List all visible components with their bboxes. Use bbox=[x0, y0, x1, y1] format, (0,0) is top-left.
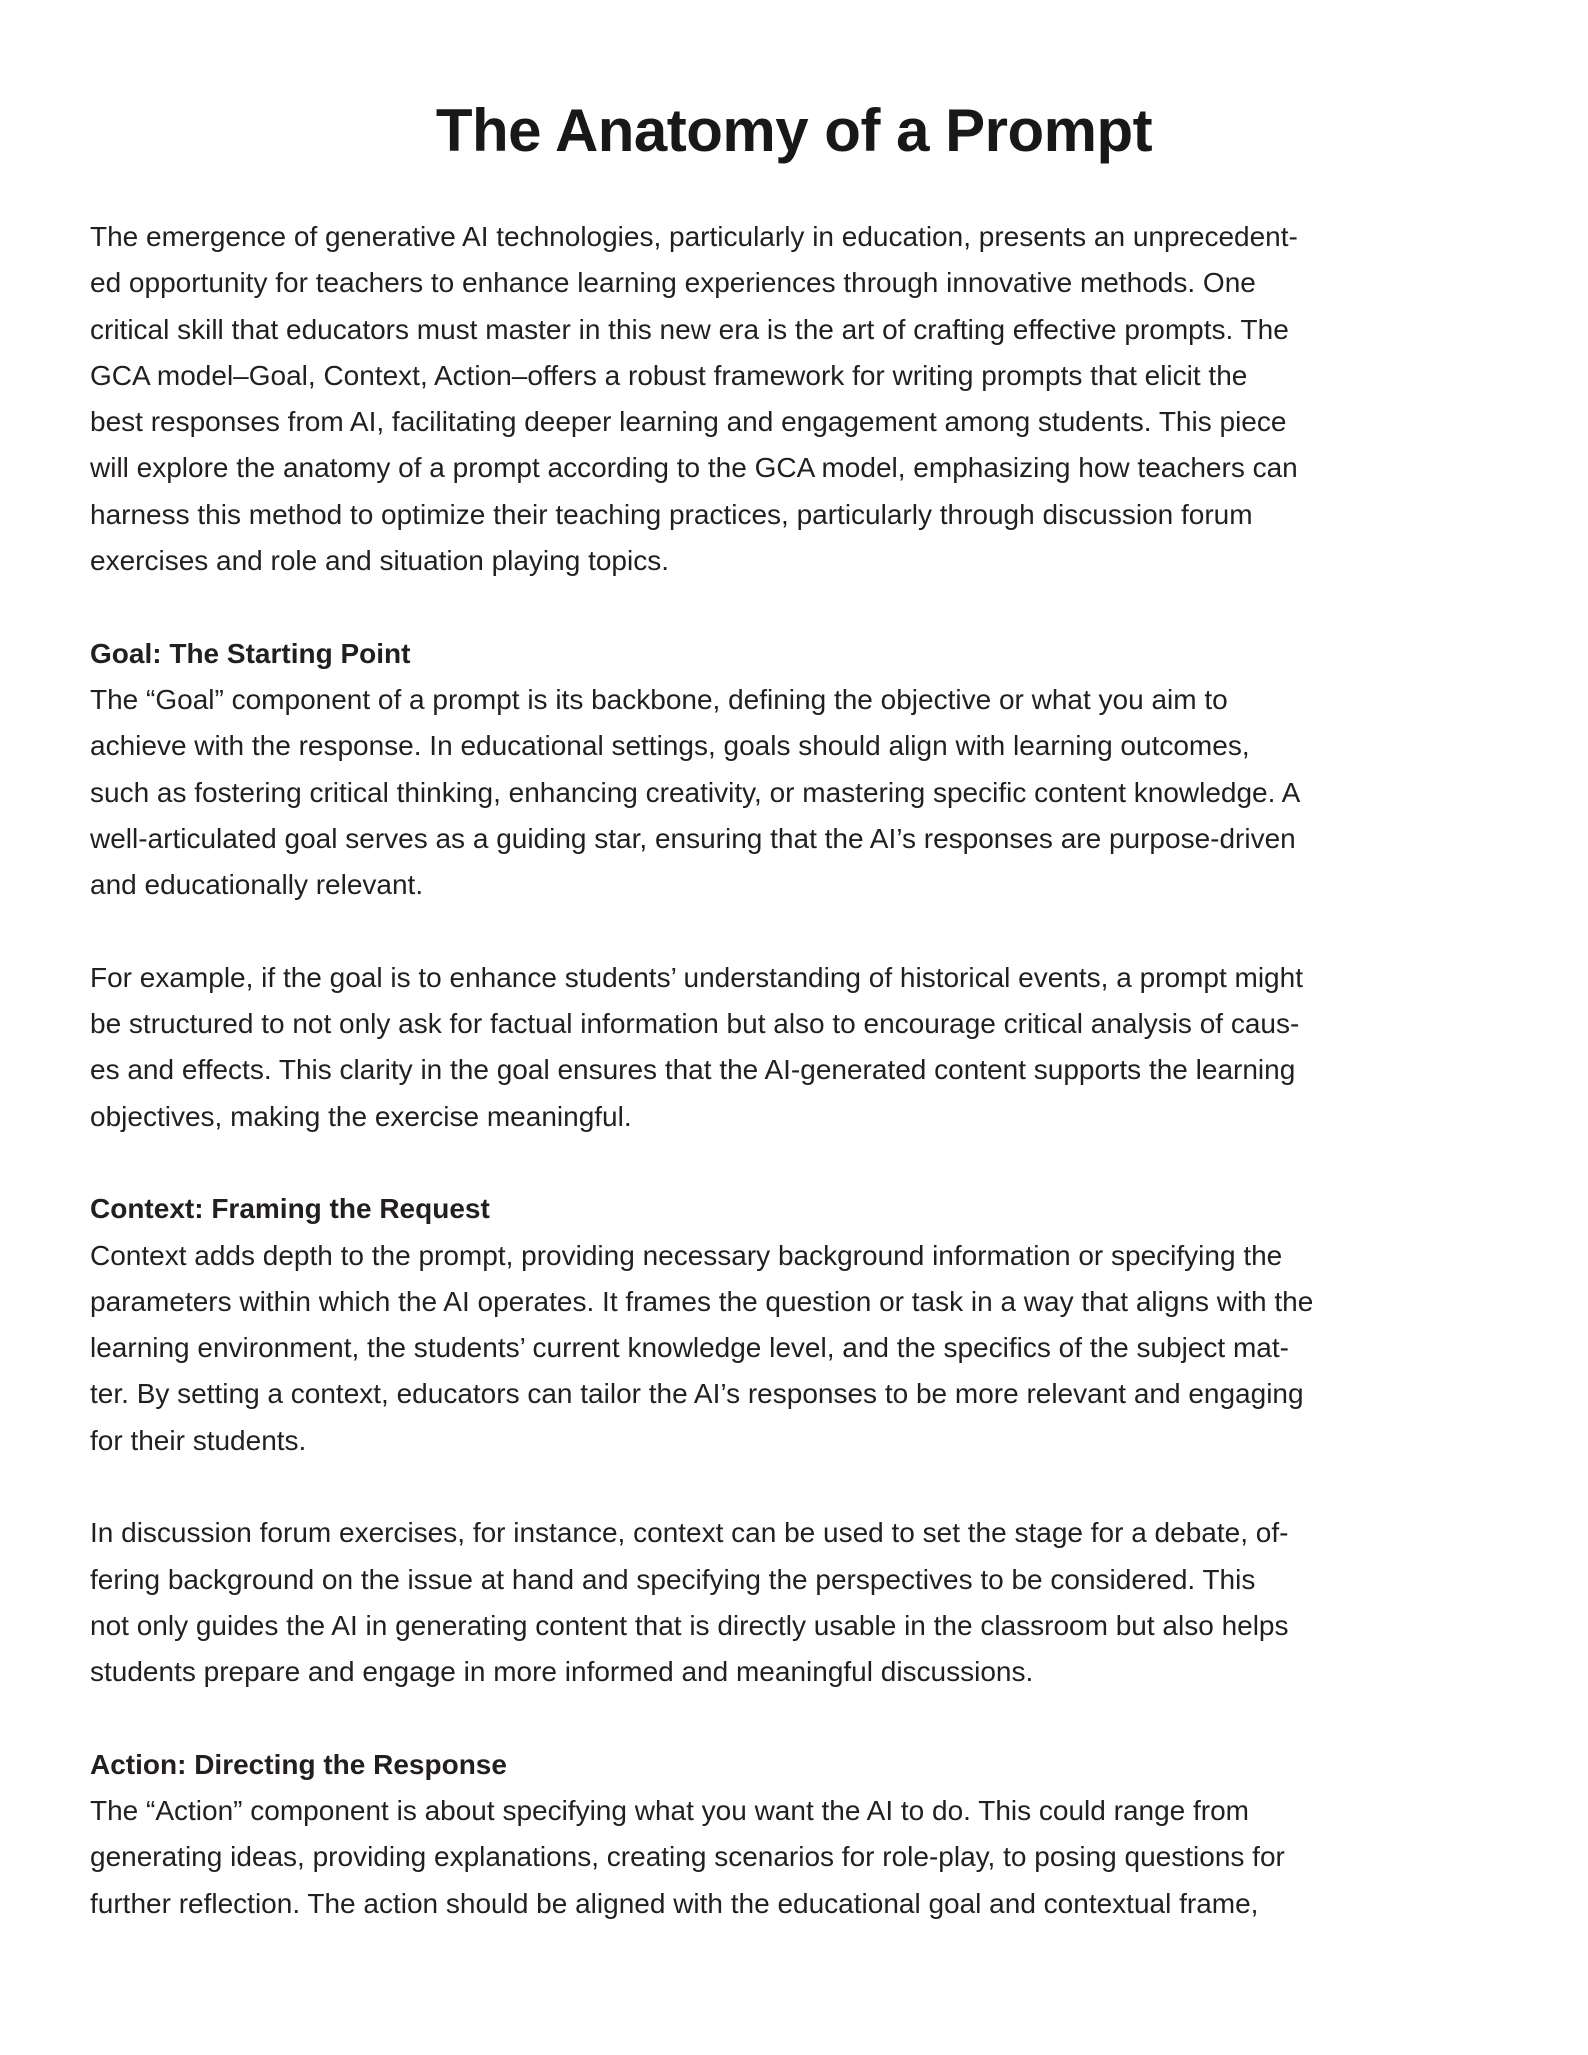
paragraph-line: The “Action” component is about specifying what you want the AI to do. This could range from bbox=[90, 1795, 1250, 1827]
paragraph-spacer bbox=[90, 1140, 1510, 1186]
paragraph-line: achieve with the response. In educational settings, goals should align with learning outcomes, bbox=[90, 730, 1250, 762]
section-heading bbox=[90, 1186, 1510, 1232]
paragraph-line: critical skill that educators must master in this new era is the art of crafting effective prompts. The bbox=[90, 313, 1289, 345]
paragraph-spacer bbox=[90, 908, 1510, 954]
paragraph-line: parameters within which the AI operates. It frames the question or task in a way that aligns with the bbox=[90, 1285, 1314, 1317]
paragraph-line: fering background on the issue at hand and specifying the perspectives to be considered. This bbox=[90, 1563, 1256, 1595]
paragraph-line: harness this method to optimize their teaching practices, particularly through discussion forum bbox=[90, 498, 1253, 530]
paragraph bbox=[90, 1233, 1510, 1464]
paragraph-line: es and effects. This clarity in the goal ensures that the AI-generated content supports the learning bbox=[90, 1054, 1296, 1086]
paragraph-line: For example, if the goal is to enhance students’ understanding of historical events, a prompt might bbox=[90, 961, 1303, 993]
paragraph-line: such as fostering critical thinking, enhancing creativity, or mastering specific content knowledge. A bbox=[90, 776, 1301, 808]
paragraph-spacer bbox=[90, 584, 1510, 630]
paragraph bbox=[90, 677, 1510, 908]
paragraph-line: students prepare and engage in more informed and meaningful discussions. bbox=[90, 1656, 1034, 1688]
section-heading bbox=[90, 631, 1510, 677]
paragraph-line: In discussion forum exercises, for instance, context can be used to set the stage for a debate, of- bbox=[90, 1517, 1289, 1549]
paragraph-spacer bbox=[90, 1696, 1510, 1742]
paragraph-line: further reflection. The action should be aligned with the educational goal and contextual frame, bbox=[90, 1887, 1259, 1919]
paragraph-line: will explore the anatomy of a prompt according to the GCA model, emphasizing how teachers can bbox=[90, 452, 1298, 484]
paragraph-line: generating ideas, providing explanations, creating scenarios for role-play, to posing questions for bbox=[90, 1841, 1285, 1873]
paragraph-line: be structured to not only ask for factual information but also to encourage critical analysis of caus- bbox=[90, 1008, 1300, 1040]
paragraph bbox=[90, 1510, 1510, 1695]
paragraph-line: well-articulated goal serves as a guiding star, ensuring that the AI’s responses are purpose-driven bbox=[90, 822, 1296, 854]
section-heading bbox=[90, 1742, 1510, 1788]
paragraph-line: learning environment, the students’ current knowledge level, and the specifics of the subject mat- bbox=[90, 1332, 1289, 1364]
paragraph-line: objectives, making the exercise meaningful. bbox=[90, 1100, 632, 1132]
paragraph-line: not only guides the AI in generating content that is directly usable in the classroom but also helps bbox=[90, 1609, 1289, 1641]
paragraph-line: ter. By setting a context, educators can tailor the AI’s responses to be more relevant and engaging bbox=[90, 1378, 1304, 1410]
heading-text: Action: Directing the Response bbox=[90, 1748, 507, 1780]
paragraph-line: and educationally relevant. bbox=[90, 869, 424, 901]
paragraph bbox=[90, 955, 1510, 1140]
paragraph-line: Context adds depth to the prompt, providing necessary background information or specifying the bbox=[90, 1239, 1283, 1271]
heading-text: Goal: The Starting Point bbox=[90, 637, 411, 669]
paragraph bbox=[90, 214, 1510, 584]
paragraph bbox=[90, 1788, 1510, 1927]
paragraph-line: ed opportunity for teachers to enhance learning experiences through innovative methods. One bbox=[90, 267, 1256, 299]
paragraph-line: exercises and role and situation playing topics. bbox=[90, 545, 670, 577]
document-body bbox=[90, 214, 1510, 1927]
paragraph-line: The “Goal” component of a prompt is its backbone, defining the objective or what you aim to bbox=[90, 683, 1228, 715]
paragraph-spacer bbox=[90, 1464, 1510, 1510]
paragraph-line: GCA model–Goal, Context, Action–offers a robust framework for writing prompts that elicit the bbox=[90, 359, 1248, 391]
heading-text: Context: Framing the Request bbox=[90, 1193, 490, 1225]
page-title: The Anatomy of a Prompt bbox=[435, 97, 1153, 164]
paragraph-line: for their students. bbox=[90, 1424, 307, 1456]
paragraph-line: The emergence of generative AI technologies, particularly in education, presents an unprecedent- bbox=[90, 221, 1298, 252]
paragraph-line: best responses from AI, facilitating deeper learning and engagement among students. This piece bbox=[90, 406, 1287, 438]
